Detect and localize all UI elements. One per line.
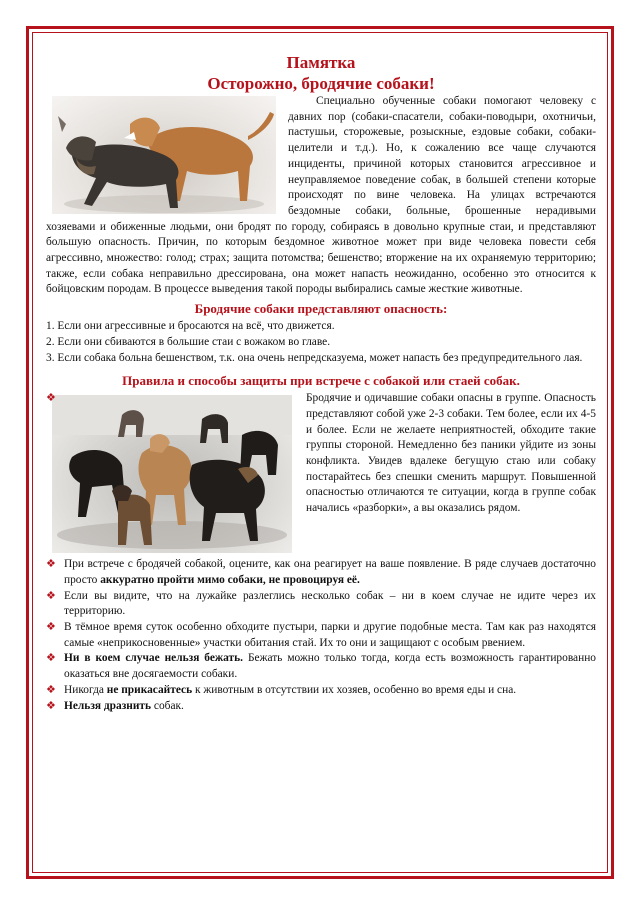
rules-list <box>46 557 596 714</box>
intro-paragraph: Специально обученные собаки помогают человеку с давних пор (собаки-спасатели, собаки-поводыри, охотничьи, пастушьи, сторожевые, розыскные, ездовые собаки, собаки-целители и т.д.). Но, к сожалению все чаще случаются инциденты, причиной которых становится агрессивное и неуправляемое поведение собак, в большей степени которые происходят по вине человека. На улицах встречаются бездомные собаки, больные, брошенные нерадивыми хозяевами и обиженные людьми, они бродят по городу, собираясь в довольно крупные стаи, и представляют большую опасность. Причин, по которым бездомное животное может при виде человека повести себя агрессивно, множество: голод; страх; защита потомства; бешенство; вторжение на их охраняемую территорию; также, если собака неправильно дрессирована, она может напасть неожиданно, особенно это относится к бойцовским породам. В процессе выведения такой породы выбирались самые жесткие животные. <box>46 95 596 296</box>
diamond-bullet-icon: ❖ <box>46 621 56 634</box>
rule-item-3: ❖ В тёмное время суток особенно обходите пустыри, парки и другие подобные места. Там как раз находятся самые «неприкосновенные» участки обитания стай. Их то они и защищают с особым рвением. <box>46 621 596 649</box>
rule-item-1: ❖ При встрече с бродячей собакой, оцените, как она реагирует на ваше появление. В ряде случаев достаточно просто аккуратно пройти мимо собаки, не провоцируя её. <box>46 558 596 586</box>
rule-item-4: ❖ Ни в коем случае нельзя бежать. Бежать можно только тогда, когда есть возможность гарантированно оказаться вне досягаемости собаки. <box>46 652 596 681</box>
diamond-bullet-icon: ❖ <box>46 683 56 696</box>
danger-item-2: 2. Если они сбиваются в большие стаи с вожаком во главе. <box>46 335 331 348</box>
danger-item-1: 1. Если они агрессивные и бросаются на всё, что движется. <box>46 320 335 333</box>
danger-list <box>46 319 596 366</box>
danger-heading: Бродячие собаки представляют опасность: <box>194 301 448 317</box>
rules-heading: Правила и способы защиты при встрече с собакой или стаей собак. <box>122 373 520 389</box>
rule-item-5: ❖ Никогда не прикасайтесь к животным в отсутствии их хозяев, особенно во время еды и сна. <box>46 683 596 699</box>
diamond-bullet-icon: ❖ <box>46 558 56 571</box>
diamond-bullet-icon: ❖ <box>46 652 56 665</box>
rule-item-2: ❖ Если вы видите, что на лужайке разлеглись несколько собак – ни в коем случае не идите через их территорию. <box>46 589 596 618</box>
diamond-bullet-icon: ❖ <box>46 699 56 712</box>
title-line1: Памятка <box>286 53 356 72</box>
first-bullet-text <box>46 391 596 517</box>
dogs-fighting-photo <box>52 96 276 214</box>
document-body <box>46 52 596 714</box>
first-bullet-body: Бродячие и одичавшие собаки опасны в группе. Опасность представляют собой уже 2-3 собаки. Тем более, если их 4-5 и более. Если не желаете неприятностей, обходите такие группы стороной. Немедленно без паники уйдите из зоны конфликта. Увидев вдалеке бегущую стаю или собаку постарайтесь без спешки сменить маршрут. Повышенной опасностью отличаются те ситуации, когда в группе собак начались «разборки», а вы оказались рядом. <box>306 392 596 515</box>
diamond-bullet-icon: ❖ <box>46 589 56 602</box>
danger-item-3: 3. Если собака больна бешенством, т.к. она очень непредсказуема, может напасть без предупредительного лая. <box>46 351 583 364</box>
title-line2: Осторожно, бродячие собаки! <box>207 74 435 93</box>
dogs-fighting-illustration <box>52 96 276 214</box>
diamond-bullet-icon: ❖ <box>46 392 56 405</box>
rule-item-6: ❖ Нельзя дразнить собак. <box>46 699 596 715</box>
